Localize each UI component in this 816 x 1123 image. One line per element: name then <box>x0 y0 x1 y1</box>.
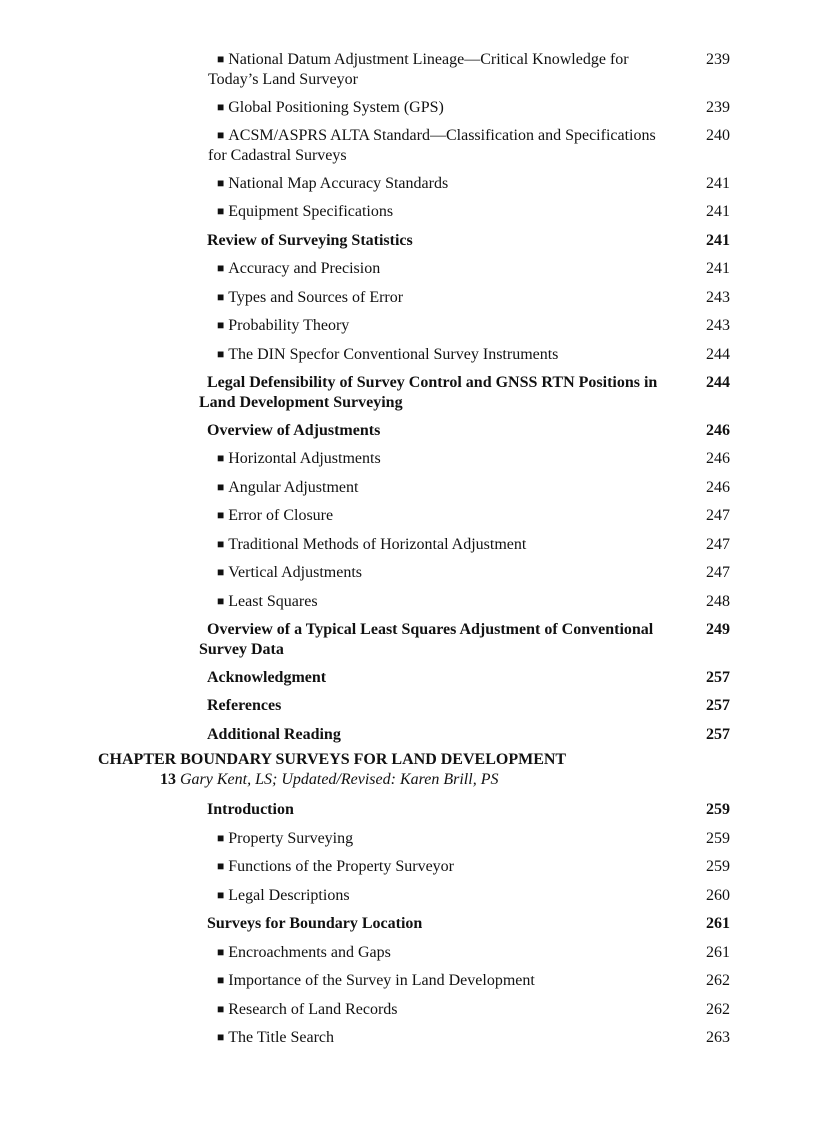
toc-page-number: 262 <box>706 1000 730 1018</box>
toc-entry-title: ACSM/ASPRS ALTA Standard—Classification and Specifications for Cadastral Surveys <box>208 127 656 164</box>
toc-page-number: 241 <box>706 260 730 277</box>
square-bullet-icon: ■ <box>217 830 225 845</box>
toc-page-number: 243 <box>706 288 730 306</box>
toc-entry-title: Functions of the Property Surveyor <box>228 858 454 875</box>
toc-page-number: 257 <box>706 725 730 743</box>
toc-entry-title: Introduction <box>207 801 294 818</box>
square-bullet-icon: ■ <box>217 289 225 304</box>
square-bullet-icon: ■ <box>217 318 225 332</box>
toc-page-number: 249 <box>706 621 730 638</box>
toc-entry-title: Research of Land Records <box>228 1000 398 1018</box>
toc-entry-title: Property Surveying <box>228 829 354 847</box>
toc-page-number: 247 <box>706 507 730 524</box>
square-bullet-icon: ■ <box>217 204 225 218</box>
toc-entry-title: Traditional Methods of Horizontal Adjustment <box>228 535 527 553</box>
toc-entry-title: Accuracy and Precision <box>228 260 381 277</box>
toc-page-number: 257 <box>706 668 730 686</box>
toc-page-number: 263 <box>706 1029 730 1046</box>
toc-entry-title: Legal Descriptions <box>228 886 350 904</box>
square-bullet-icon: ■ <box>217 973 225 987</box>
toc-page-number: 244 <box>706 374 730 391</box>
toc-entry-title: Probability Theory <box>228 317 350 334</box>
toc-entry-title: Review of Surveying Statistics <box>207 231 413 249</box>
toc-page-number: 259 <box>706 858 730 875</box>
toc-entry-title: The DIN Specfor Conventional Survey Instruments <box>228 345 559 363</box>
toc-entry-title: Legal Defensibility of Survey Control and GNSS RTN Positions in Land Development Surveying <box>199 374 658 411</box>
toc-entry-title: References <box>207 697 282 714</box>
square-bullet-icon: ■ <box>217 944 225 959</box>
toc-entry-title: The Title Search <box>228 1029 335 1046</box>
toc-page-number: 259 <box>706 801 730 818</box>
toc-page-number: 259 <box>706 829 730 847</box>
toc-page-number: 246 <box>706 478 730 496</box>
toc-entry-title: Global Positioning System (GPS) <box>228 98 444 116</box>
square-bullet-icon: ■ <box>217 536 225 551</box>
toc-entry-title: Encroachments and Gaps <box>228 943 391 961</box>
square-bullet-icon: ■ <box>217 565 225 579</box>
chapter-heading[interactable]: CHAPTER BOUNDARY SURVEYS FOR LAND DEVELOPMENT <box>98 751 567 768</box>
square-bullet-icon: ■ <box>217 593 225 608</box>
square-bullet-icon: ■ <box>217 99 225 114</box>
square-bullet-icon: ■ <box>217 128 225 142</box>
toc-entry-title: Importance of the Survey in Land Development <box>228 972 535 989</box>
toc-entry-title: Vertical Adjustments <box>228 564 363 581</box>
toc-entry-title: Horizontal Adjustments <box>228 450 381 467</box>
toc-page-number: 241 <box>706 231 730 249</box>
square-bullet-icon: ■ <box>217 479 225 494</box>
chapter-number: 13 <box>160 771 176 788</box>
toc-page-number: 246 <box>706 450 730 467</box>
toc-entry-title: Surveys for Boundary Location <box>207 915 423 932</box>
toc-entry-title: Overview of a Typical Least Squares Adjustment of Conventional Survey Data <box>199 621 654 658</box>
toc-page-number: 260 <box>706 886 730 904</box>
square-bullet-icon: ■ <box>217 887 225 902</box>
toc-entry-title: Additional Reading <box>207 725 341 743</box>
toc-entry-title: National Datum Adjustment Lineage—Critical Knowledge for Today’s Land Surveyor <box>208 51 629 88</box>
toc-page-number: 261 <box>706 943 730 961</box>
square-bullet-icon: ■ <box>217 52 225 66</box>
toc-page-number: 239 <box>706 51 730 68</box>
square-bullet-icon: ■ <box>217 175 225 190</box>
toc-entry-title: National Map Accuracy Standards <box>228 174 449 192</box>
chapter-authors: Gary Kent, LS; Updated/Revised: Karen Brill, PS <box>180 771 499 788</box>
toc-page-number: 241 <box>706 203 730 220</box>
toc-page-number: 240 <box>706 127 730 144</box>
toc-entry-title: Equipment Specifications <box>228 203 394 220</box>
toc-entry-title: Types and Sources of Error <box>228 288 404 306</box>
toc-page-number: 248 <box>706 592 730 610</box>
toc-entry-title: Acknowledgment <box>207 668 327 686</box>
toc-page-number: 241 <box>706 174 730 192</box>
toc-entry-title: Error of Closure <box>228 507 334 524</box>
chapter-byline <box>160 770 498 790</box>
square-bullet-icon: ■ <box>217 1030 225 1044</box>
toc-entry-title: Angular Adjustment <box>228 478 359 496</box>
toc-page-number: 246 <box>706 421 730 439</box>
square-bullet-icon: ■ <box>217 346 225 361</box>
toc-page-number: 247 <box>706 564 730 581</box>
toc-page-number: 262 <box>706 972 730 989</box>
toc-page-number: 257 <box>706 697 730 714</box>
toc-page-number: 247 <box>706 535 730 553</box>
square-bullet-icon: ■ <box>217 1001 225 1016</box>
square-bullet-icon: ■ <box>217 451 225 465</box>
toc-entry-title: Least Squares <box>228 592 318 610</box>
toc-page-number: 243 <box>706 317 730 334</box>
toc-page-number: 239 <box>706 98 730 116</box>
square-bullet-icon: ■ <box>217 261 225 275</box>
toc-page-number: 244 <box>706 345 730 363</box>
toc-entry-title: Overview of Adjustments <box>207 421 381 439</box>
square-bullet-icon: ■ <box>217 508 225 522</box>
toc-page-number: 261 <box>706 915 730 932</box>
square-bullet-icon: ■ <box>217 859 225 873</box>
